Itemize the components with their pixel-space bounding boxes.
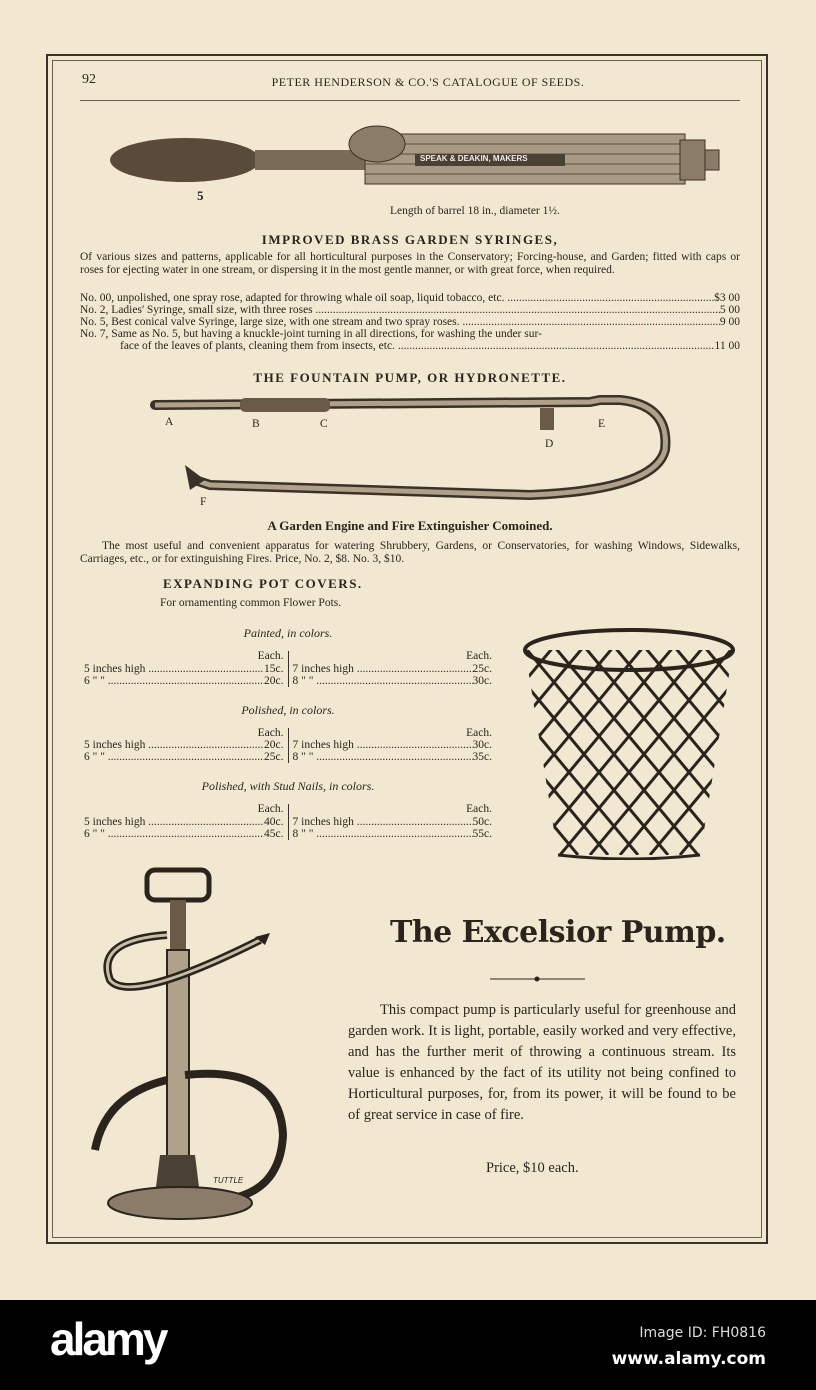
image-id: Image ID: FH0816	[639, 1325, 766, 1341]
label-f: F	[200, 496, 207, 508]
fountain-subtitle: A Garden Engine and Fire Extinguisher Comoined.	[267, 518, 553, 533]
excelsior-pump-illustration	[85, 865, 295, 1227]
price-row: face of the leaves of plants, cleaning them from insects, etc. ..... 11 00	[80, 340, 740, 352]
alamy-logo: alamy	[50, 1313, 166, 1365]
fountain-title: THE FOUNTAIN PUMP, OR HYDRONETTE.	[253, 370, 567, 385]
fountain-text: The most useful and convenient apparatus for watering Shrubbery, Gardens, or Conservatories, for washing Windows, Sidewalks, Carriages, etc., or for extinguishing Fires. Price, No. 2, $8. No. 3, $10.	[80, 540, 740, 565]
site-url: www.alamy.com	[611, 1349, 766, 1369]
excelsior-text: This compact pump is particularly useful for greenhouse and garden work. It is light, portable, easily worked and very effective, and has the further merit of throwing a continuous stream. Its value is enhanced by the fact of its utility not being confined to Horticultural purposes, for, from its power, it will be found to be of great service in case of fire.	[348, 1002, 736, 1123]
group-heading: Painted, in colors.	[243, 626, 333, 640]
syringes-intro: Of various sizes and patterns, applicable for all horticultural purposes in the Conservatory; Forcing-house, and Garden; fitted with caps or roses for ejecting water in one stream, or dispersing it in the most gentle manner, or with great force, when required.	[80, 251, 740, 276]
pot-cover-illustration	[520, 615, 738, 860]
price-table: Each. 5 inches high ..... 40c. 6 " " ..... 45c. Each. 7 inches high ..... 50c. 8 " " ..... 55c.	[80, 804, 496, 840]
syringe-price-list	[80, 292, 740, 352]
label-b: B	[252, 418, 260, 430]
price-table: Each. 5 inches high ..... 15c. 6 " " ..... 20c. Each. 7 inches high ..... 25c. 8 " " ..... 30c.	[80, 651, 496, 687]
syringe-caption: Length of barrel 18 in., diameter 1½.	[390, 205, 560, 217]
maker-mark: TUTTLE	[213, 1176, 244, 1185]
price-row: No. 5, Best conical valve Syringe, large size, with one stream and two spray roses. ..... 9 00	[80, 316, 740, 328]
label-c: C	[320, 418, 328, 430]
pot-covers-subtitle: For ornamenting common Flower Pots.	[160, 597, 342, 609]
label-a: A	[165, 416, 174, 428]
figure-number: 5	[197, 188, 204, 203]
header-rule	[80, 100, 740, 101]
excelsior-price: Price, $10 each.	[486, 1160, 579, 1176]
group-heading: Polished, in colors.	[241, 702, 335, 717]
price-row: No. 00, unpolished, one spray rose, adapted for throwing whale oil soap, liquid tobacco, etc. ..... $3 00	[80, 292, 740, 304]
price-row: No. 7, Same as No. 5, but having a knuckle-joint turning in all directions, for washing the under sur-	[80, 328, 542, 340]
hydronette-illustration	[150, 390, 680, 515]
maker-label: SPEAK & DEAKIN, MAKERS	[420, 154, 528, 163]
excelsior-title: The Excelsior Pump.	[390, 915, 726, 950]
running-title: PETER HENDERSON & CO.'S CATALOGUE OF SEEDS.	[271, 75, 585, 89]
page-number: 92	[82, 72, 96, 87]
label-d: D	[545, 438, 554, 450]
label-e: E	[598, 418, 606, 430]
syringes-title: IMPROVED BRASS GARDEN SYRINGES,	[261, 232, 559, 247]
ornamental-rule	[490, 975, 585, 983]
pot-covers-title: EXPANDING POT COVERS.	[163, 576, 363, 591]
price-row: No. 2, Ladies' Syringe, small size, with three roses ..... 5 00	[80, 304, 740, 316]
group-heading: Polished, with Stud Nails, in colors.	[201, 779, 375, 793]
price-table: Each. 5 inches high ..... 20c. 6 " " ..... 25c. Each. 7 inches high ..... 30c. 8 " " ..... 35c.	[80, 728, 496, 764]
pot-covers-price-tables	[80, 626, 496, 840]
